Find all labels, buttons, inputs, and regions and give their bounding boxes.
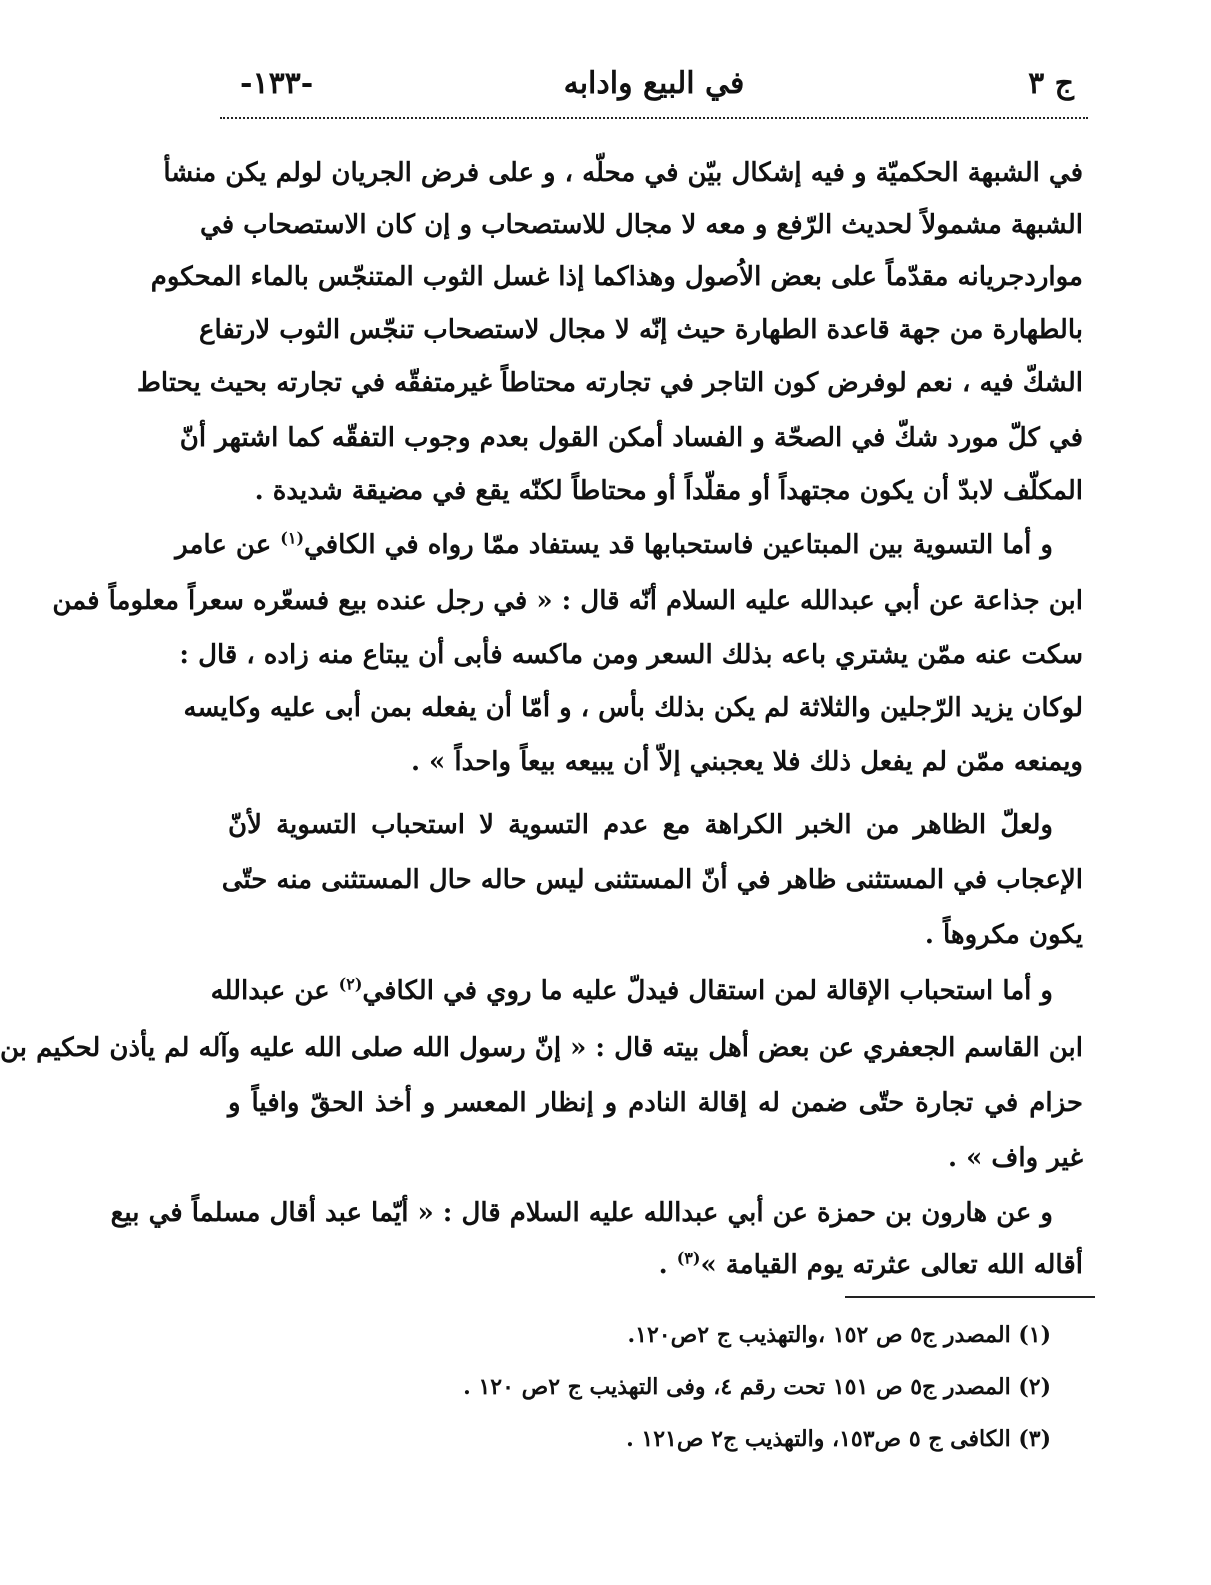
paragraph-lead: و أما	[1002, 976, 1053, 1006]
paragraph-start: و أما التسوية بين المبتاعين فاستحبابها قد يستفاد ممّا رواه في الكافي$^{(١)}$ عن عامر	[175, 528, 1053, 560]
paragraph-start: ولعلّ الظاهر من الخبر الكراهة مع عدم التسوية لا استحباب التسوية لأنّ	[228, 810, 1053, 840]
body-line: لوكان يزيد الرّجلين والثلاثة لم يكن بذلك بأس ، و أمّا أن يفعله بمن أبى عليه وكايسه	[183, 693, 1083, 723]
body-line: ابن القاسم الجعفري عن بعض أهل بيته قال : « إنّ رسول الله صلى الله عليه وآله لم يأذن لحكيم بن	[0, 1033, 1083, 1063]
body-line: الإعجاب في المستثنى ظاهر في أنّ المستثنى ليس حاله حال المستثنى منه حتّى	[221, 865, 1083, 895]
footnote-ref: (٣)	[676, 1248, 701, 1268]
running-header	[220, 62, 1088, 110]
paragraph-start: و أما استحباب الإقالة لمن استقال فيدلّ عليه ما روي في الكافي$^{(٢)}$ عن عبدالله	[210, 974, 1053, 1006]
body-line: الشكّ فيه ، نعم لوفرض كون التاجر في تجارته محتاطاً غيرمتفقّه في تجارته بحيث يحتاط	[136, 368, 1083, 398]
body-line: الشبهة مشمولاً لحديث الرّفع و معه لا مجال للاستصحاب و إن كان الاستصحاب في	[200, 210, 1083, 240]
footnote-rule	[845, 1296, 1095, 1298]
footnote: (٢) المصدر ج٥ ص ١٥١ تحت رقم ٤، وفى التهذيب ج ٢ص ١٢٠ .	[463, 1374, 1051, 1400]
volume-label: ج ٣	[1028, 66, 1074, 101]
body-line: المكلّف لابدّ أن يكون مجتهداً أو مقلّداً أو محتاطاً لكنّه يقع في مضيقة شديدة .	[254, 476, 1083, 506]
body-line: أقاله الله تعالى عثرته يوم القيامة »$^{(٣)}$ .	[658, 1248, 1083, 1280]
body-line: غير واف » .	[948, 1143, 1083, 1173]
footnote-ref: (٢)	[338, 974, 363, 994]
body-line: بالطهارة من جهة قاعدة الطهارة حيث إنّه لا مجال لاستصحاب تنجّس الثوب لارتفاع	[198, 315, 1083, 345]
body-line: سكت عنه ممّن يشتري باعه بذلك السعر ومن ماكسه فأبى أن يبتاع منه زاده ، قال :	[179, 640, 1083, 670]
footnote: (١) المصدر ج٥ ص ١٥٢ ،والتهذيب ج ٢ص١٢٠.	[627, 1322, 1051, 1348]
body-line: مواردجريانه مقدّماً على بعض الاُصول وهذاكما إذا غسل الثوب المتنجّس بالماء المحكوم	[150, 262, 1083, 292]
footnote: (٣) الكافى ج ٥ ص١٥٣، والتهذيب ج٢ ص١٢١ .	[626, 1426, 1051, 1452]
body-line: في الشبهة الحكميّة و فيه إشكال بيّن في محلّه ، و على فرض الجريان لولم يكن منشأ	[163, 158, 1083, 188]
running-title: في البيع وادابه	[563, 66, 745, 101]
paragraph-lead: و أما	[1002, 530, 1053, 560]
paragraph-start: و عن هارون بن حمزة عن أبي عبدالله عليه السلام قال : « أيّما عبد أقال مسلماً في بيع	[110, 1198, 1053, 1228]
body-line: في كلّ مورد شكّ في الصحّة و الفساد أمكن القول بعدم وجوب التفقّه كما اشتهر أنّ	[179, 423, 1083, 453]
body-line: يكون مكروهاً .	[924, 920, 1083, 950]
body-line: ويمنعه ممّن لم يفعل ذلك فلا يعجبني إلاّ أن يبيعه بيعاً واحداً » .	[410, 747, 1083, 777]
body-line: ابن جذاعة عن أبي عبدالله عليه السلام أنّه قال : « في رجل عنده بيع فسعّره سعراً معلوماً فمن	[52, 586, 1083, 616]
footnote-ref: (١)	[280, 528, 305, 548]
header-rule	[220, 117, 1088, 119]
page-number: -١٣٣-	[240, 66, 314, 101]
body-line: حزام في تجارة حتّى ضمن له إقالة النادم و إنظار المعسر و أخذ الحقّ وافياً و	[228, 1088, 1083, 1118]
